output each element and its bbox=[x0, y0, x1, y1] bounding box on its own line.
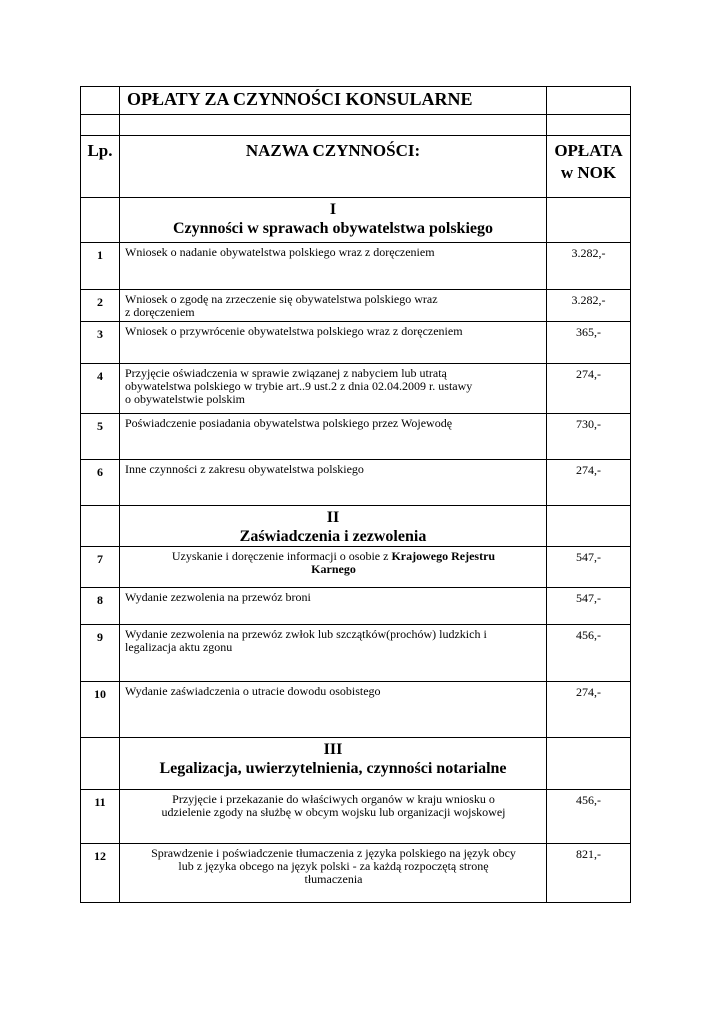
table-row bbox=[81, 322, 631, 364]
row-number: 2 bbox=[81, 290, 120, 322]
row-description: Inne czynności z zakresu obywatelstwa polskiego bbox=[120, 460, 547, 506]
row-fee: 456,- bbox=[547, 625, 631, 682]
row-description: Przyjęcie oświadczenia w sprawie związanej z nabyciem lub utratą obywatelstwa polskiego w trybie art..9 ust.2 z dnia 02.04.2009 r. ustawy o obywatelstwie polskim bbox=[120, 364, 547, 414]
section-title bbox=[120, 198, 547, 243]
header-name: NAZWA CZYNNOŚCI: bbox=[120, 136, 547, 198]
row-description: Wniosek o nadanie obywatelstwa polskiego wraz z doręczeniem bbox=[120, 243, 547, 290]
table-row bbox=[81, 844, 631, 903]
row-number: 12 bbox=[81, 844, 120, 903]
row-fee: 365,- bbox=[547, 322, 631, 364]
section-header bbox=[81, 738, 631, 790]
row-number: 3 bbox=[81, 322, 120, 364]
row-number: 7 bbox=[81, 547, 120, 588]
row-description: Poświadczenie posiadania obywatelstwa polskiego przez Wojewodę bbox=[120, 414, 547, 460]
table-row bbox=[81, 625, 631, 682]
section-numeral: I bbox=[329, 201, 337, 218]
title-row bbox=[81, 87, 631, 115]
table-row bbox=[81, 290, 631, 322]
document-title: OPŁATY ZA CZYNNOŚCI KONSULARNE bbox=[120, 87, 547, 115]
row-fee: 547,- bbox=[547, 547, 631, 588]
header-row bbox=[81, 136, 631, 198]
row-number: 8 bbox=[81, 588, 120, 625]
row-number: 11 bbox=[81, 790, 120, 844]
table-row bbox=[81, 364, 631, 414]
row-description: Wniosek o przywrócenie obywatelstwa polskiego wraz z doręczeniem bbox=[120, 322, 547, 364]
table-row bbox=[81, 588, 631, 625]
row-description: Wniosek o zgodę na zrzeczenie się obywatelstwa polskiego wraz z doręczeniem bbox=[120, 290, 547, 322]
row-fee: 274,- bbox=[547, 682, 631, 738]
row-fee: 547,- bbox=[547, 588, 631, 625]
row-number: 10 bbox=[81, 682, 120, 738]
section-title bbox=[120, 738, 547, 790]
row-description: Wydanie zaświadczenia o utracie dowodu osobistego bbox=[120, 682, 547, 738]
table-row bbox=[81, 547, 631, 588]
table-row bbox=[81, 790, 631, 844]
fees-table bbox=[80, 86, 631, 903]
section-header bbox=[81, 506, 631, 547]
row-number: 5 bbox=[81, 414, 120, 460]
row-fee: 3.282,- bbox=[547, 290, 631, 322]
section-numeral: III bbox=[323, 741, 343, 758]
section-name: Zaświadczenia i zezwolenia bbox=[239, 528, 427, 545]
row-number: 4 bbox=[81, 364, 120, 414]
header-fee bbox=[547, 136, 631, 198]
row-fee: 730,- bbox=[547, 414, 631, 460]
row-fee: 456,- bbox=[547, 790, 631, 844]
empty-cell bbox=[547, 87, 631, 115]
section-name: Legalizacja, uwierzytelnienia, czynności notarialne bbox=[159, 760, 507, 777]
row-fee: 821,- bbox=[547, 844, 631, 903]
row-description: Wydanie zezwolenia na przewóz zwłok lub szczątków(prochów) ludzkich i legalizacja aktu zgonu bbox=[120, 625, 547, 682]
header-fee-line2: w NOK bbox=[560, 163, 617, 182]
table-row bbox=[81, 460, 631, 506]
row-number: 9 bbox=[81, 625, 120, 682]
row-fee: 274,- bbox=[547, 460, 631, 506]
row-description: Wydanie zezwolenia na przewóz broni bbox=[120, 588, 547, 625]
header-lp: Lp. bbox=[81, 136, 120, 198]
row-description: Przyjęcie i przekazanie do właściwych organów w kraju wniosku o udzielenie zgody na służbę w obcym wojsku lub organizacji wojskowej bbox=[120, 790, 547, 844]
row-description: Sprawdzenie i poświadczenie tłumaczenia z języka polskiego na język obcy lub z języka obcego na język polski - za każdą rozpoczętą stronę tłumaczenia bbox=[120, 844, 547, 903]
table-row bbox=[81, 243, 631, 290]
table-row bbox=[81, 414, 631, 460]
section-title bbox=[120, 506, 547, 547]
row-number: 6 bbox=[81, 460, 120, 506]
empty-cell bbox=[81, 87, 120, 115]
row-fee: 274,- bbox=[547, 364, 631, 414]
spacer-row bbox=[81, 115, 631, 136]
table-row bbox=[81, 682, 631, 738]
section-header bbox=[81, 198, 631, 243]
row-description: Uzyskanie i doręczenie informacji o osobie z Krajowego Rejestru Karnego bbox=[120, 547, 547, 588]
section-numeral: II bbox=[326, 509, 340, 526]
header-fee-line1: OPŁATA bbox=[554, 141, 623, 160]
section-name: Czynności w sprawach obywatelstwa polskiego bbox=[172, 220, 493, 237]
row-number: 1 bbox=[81, 243, 120, 290]
row-fee: 3.282,- bbox=[547, 243, 631, 290]
